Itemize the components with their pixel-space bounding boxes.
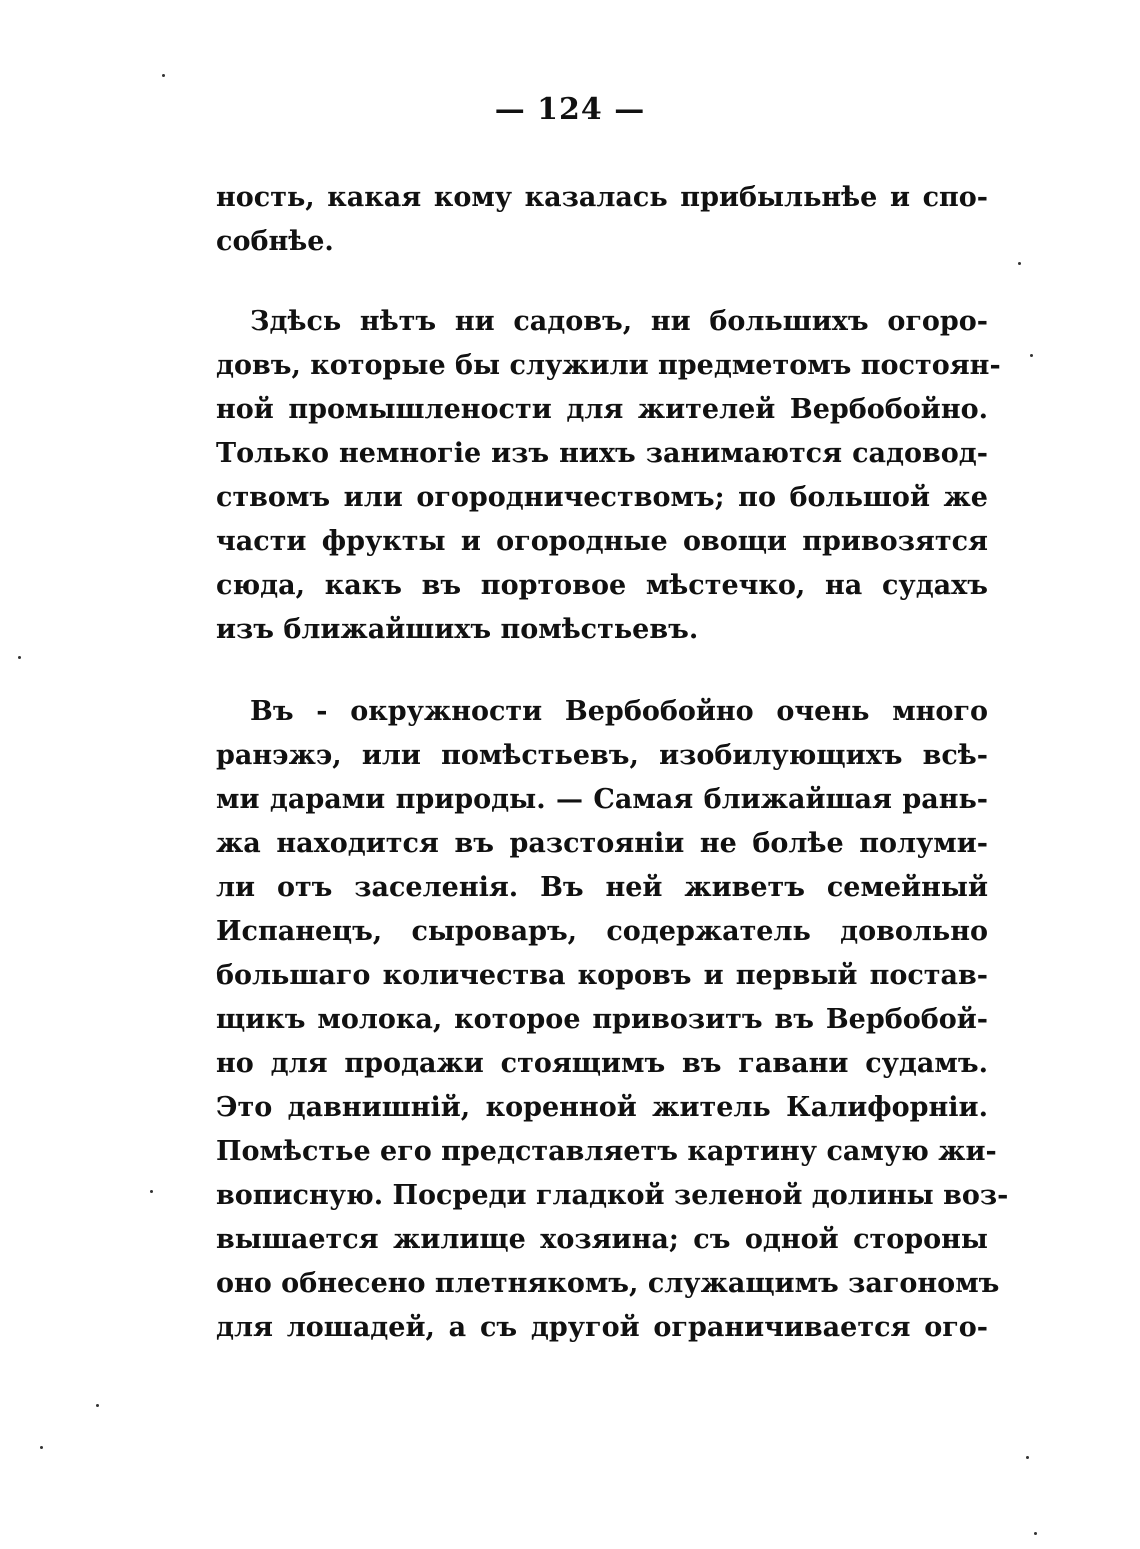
text-line: Въ - окружности Вербобойно очень много: [250, 696, 988, 727]
text-line: ствомъ или огородничествомъ; по большой же: [216, 482, 988, 513]
paragraph-1: [216, 176, 988, 264]
scan-speck: [1026, 1456, 1029, 1459]
text-line: жа находится въ разстояніи не болѣе полуми-: [216, 828, 988, 859]
scan-speck: [18, 656, 21, 659]
text-line: ность, какая кому казалась прибыльнѣе и спо-: [216, 182, 988, 213]
text-line: части фрукты и огородные овощи привозятся: [216, 526, 988, 557]
text-line: вышается жилище хозяина; съ одной стороны: [216, 1224, 988, 1255]
text-line: ли отъ заселенія. Въ ней живетъ семейный: [216, 872, 988, 903]
text-line: но для продажи стоящимъ въ гавани судамъ.: [216, 1048, 988, 1079]
text-line: ми дарами природы. — Самая ближайшая рань-: [216, 784, 988, 815]
text-line: Только немногіе изъ нихъ занимаются садовод-: [216, 438, 988, 469]
text-line: ной промышлености для жителей Вербобойно.: [216, 394, 988, 425]
paragraph-3: [216, 690, 1009, 1350]
text-line: довъ, которые бы служили предметомъ постоян-: [216, 350, 1001, 381]
text-line: большаго количества коровъ и первый постав-: [216, 960, 988, 991]
scan-speck: [96, 1404, 99, 1407]
paragraph-2: [216, 300, 1001, 652]
scan-speck: [150, 1190, 153, 1193]
text-line: для лошадей, а съ другой ограничивается ого-: [216, 1312, 988, 1343]
text-line: щикъ молока, которое привозитъ въ Вербобой-: [216, 1004, 988, 1035]
text-line: сюда, какъ въ портовое мѣстечко, на судахъ: [216, 570, 988, 601]
text-line: Испанецъ, сыроваръ, содержатель довольно: [216, 916, 988, 947]
text-line: собнѣе.: [216, 226, 334, 257]
scan-speck: [162, 74, 165, 77]
scan-speck: [1034, 1532, 1037, 1535]
text-line: Помѣстье его представляетъ картину самую жи-: [216, 1136, 997, 1167]
text-line: Здѣсь нѣтъ ни садовъ, ни большихъ огоро-: [250, 306, 988, 337]
text-line: вописную. Посреди гладкой зеленой долины воз-: [216, 1180, 1009, 1211]
scan-speck: [1018, 262, 1021, 265]
text-line: оно обнесено плетнякомъ, служащимъ загономъ: [216, 1268, 1000, 1299]
scan-speck: [1030, 354, 1033, 357]
text-line: ранэжэ, или помѣстьевъ, изобилующихъ всѣ-: [216, 740, 988, 771]
scan-speck: [40, 1446, 43, 1449]
text-line: изъ ближайшихъ помѣстьевъ.: [216, 614, 699, 645]
text-line: Это давнишній, коренной житель Калифорніи.: [216, 1092, 988, 1123]
page-number: — 124 —: [494, 92, 646, 127]
